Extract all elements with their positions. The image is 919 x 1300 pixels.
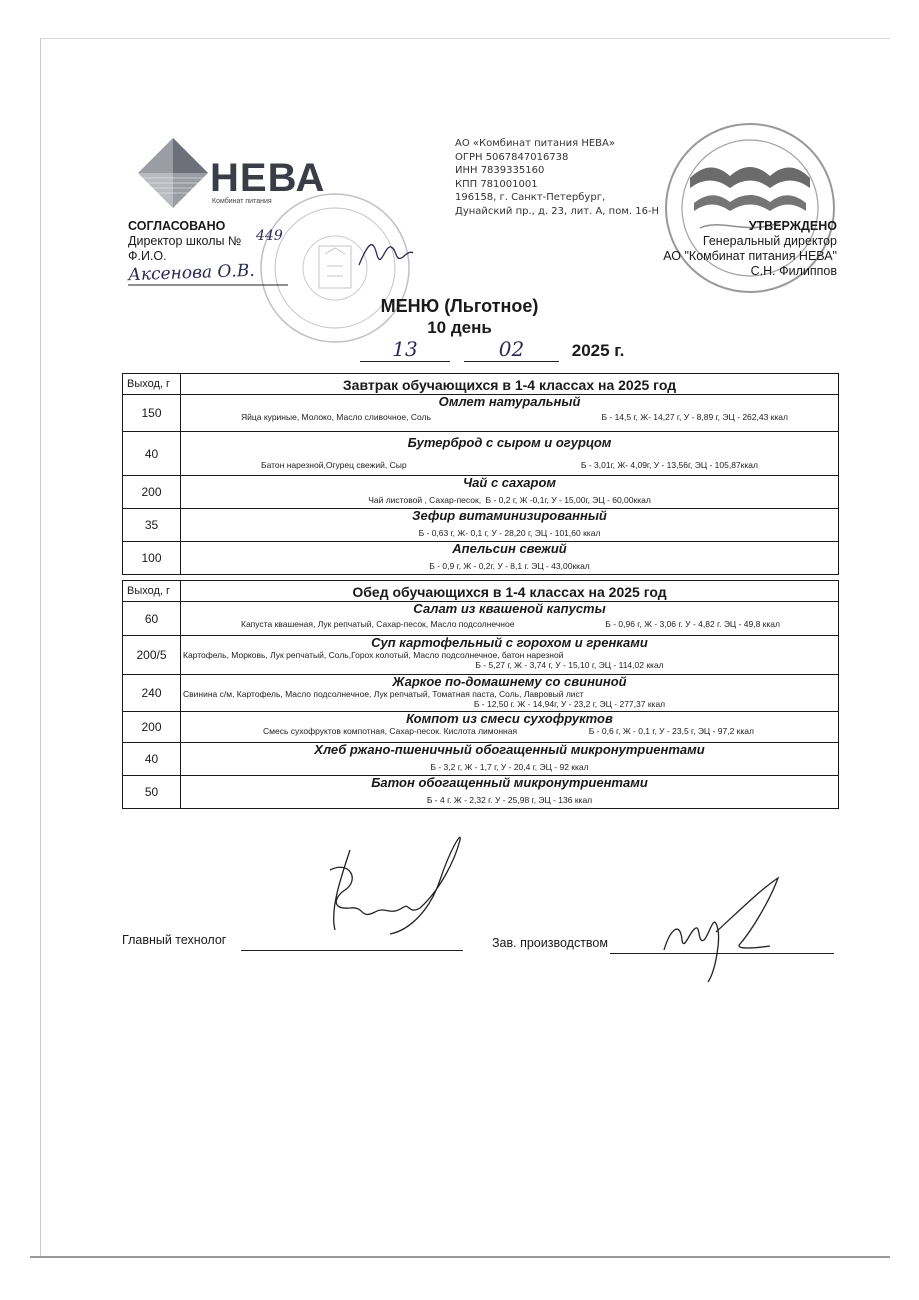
date-year: 2025 г. xyxy=(571,341,625,360)
fio-underline xyxy=(128,282,288,288)
date-day: 13 xyxy=(392,337,418,361)
company-line: Дунайский пр., д. 23, лит. А, пом. 16-Н xyxy=(455,205,660,217)
dish-name: Жаркое по-домашнему со свининой xyxy=(392,674,627,689)
agreed-block xyxy=(128,219,241,264)
dish-nutrition: Б - 4 г. Ж - 2,32 г. У - 25,98 г, ЭЦ - 136 ккал xyxy=(426,795,593,805)
dish-ingredients: Чай листовой , Сахар-песок, xyxy=(368,495,482,505)
lunch-title: Обед обучающихся в 1-4 классах на 2025 год xyxy=(352,583,667,600)
production-head-label: Зав. производством xyxy=(492,936,608,950)
breakfast-title: Завтрак обучающихся в 1-4 классах на 2025 год xyxy=(342,376,677,393)
dish-name: Зефир витаминизированный xyxy=(412,508,607,523)
table-header-row xyxy=(123,374,839,395)
weight-cell: 200 xyxy=(123,712,181,743)
director-signature xyxy=(355,235,415,275)
table-row xyxy=(123,509,839,542)
table-row xyxy=(123,432,839,476)
dish-ingredients: Смесь сухофруктов компотная, Сахар-песок. Кислота лимонная xyxy=(263,726,518,736)
table-row xyxy=(123,675,839,712)
weight-cell: 200/5 xyxy=(123,636,181,675)
dish-ingredients: Капуста квашеная, Лук репчатый, Сахар-песок, Масло подсолнечное xyxy=(241,619,515,629)
dish-name: Салат из квашеной капусты xyxy=(413,601,606,616)
weight-cell: 200 xyxy=(123,476,181,509)
dish-name: Хлеб ржано-пшеничный обогащенный микронутриентами xyxy=(314,742,705,757)
menu-day: 10 день xyxy=(427,318,492,337)
dish-ingredients: Яйца куриные, Молоко, Масло сливочное, Соль xyxy=(241,412,431,422)
dish-nutrition: Б - 3,01г, Ж- 4,09г, У - 13,56г, ЭЦ - 105,87ккал xyxy=(580,460,758,470)
dish-nutrition: Б - 0,96 г, Ж - 3,06 г. У - 4,82 г. ЭЦ - 49,8 ккал xyxy=(605,619,780,629)
logo-subtitle: Комбинат питания xyxy=(212,198,272,205)
page-edge-top xyxy=(40,38,890,39)
table-row xyxy=(123,776,839,809)
school-number-handwritten: 449 xyxy=(256,228,283,244)
weight-cell: 150 xyxy=(123,395,181,432)
dish-name: Суп картофельный с горохом и гренками xyxy=(371,635,648,650)
approved-name: С.Н. Филиппов xyxy=(750,264,837,278)
weight-column-header: Выход, г xyxy=(123,581,181,602)
table-header-row xyxy=(123,581,839,602)
company-line: 196158, г. Санкт-Петербург, xyxy=(455,192,606,203)
page-edge-left xyxy=(40,38,41,1258)
dish-ingredients: Картофель, Морковь, Лук репчатый, Соль,Горох колотый, Масло подсолнечное, батон нарезной xyxy=(183,650,564,660)
chief-technologist-label: Главный технолог xyxy=(122,933,227,947)
dish-nutrition: Б - 0,63 г, Ж- 0,1 г, У - 28,20 г, ЭЦ - 101,60 ккал xyxy=(418,528,601,538)
company-line: КПП 781001001 xyxy=(455,178,538,190)
table-row xyxy=(123,476,839,509)
approved-org: АО "Комбинат питания НЕВА" xyxy=(663,249,837,263)
table-row xyxy=(123,602,839,636)
dish-nutrition: Б - 0,9 г, Ж - 0,2г, У - 8,1 г. ЭЦ - 43,00ккал xyxy=(429,561,590,571)
dish-name: Омлет натуральный xyxy=(438,394,581,409)
menu-date xyxy=(360,337,624,362)
weight-cell: 240 xyxy=(123,675,181,712)
production-head-signature xyxy=(660,870,790,990)
lunch-table xyxy=(122,580,839,809)
approved-block xyxy=(663,219,837,279)
dish-nutrition: Б - 3,2 г, Ж - 1,7 г, У - 20,4 г, ЭЦ - 92 ккал xyxy=(430,762,589,772)
weight-cell: 100 xyxy=(123,542,181,575)
logo-wordmark: НЕВА xyxy=(210,156,326,200)
dish-name: Чай с сахаром xyxy=(462,475,557,490)
company-requisites xyxy=(455,137,659,218)
dish-nutrition: Б - 5,27 г, Ж - 3,74 г, У - 15,10 г, ЭЦ - 114,02 ккал xyxy=(475,660,664,670)
weight-cell: 60 xyxy=(123,602,181,636)
table-row xyxy=(123,542,839,575)
approved-position: Генеральный директор xyxy=(702,234,837,248)
table-row xyxy=(123,395,839,432)
company-line: ОГРН 5067847016738 xyxy=(455,151,569,163)
weight-cell: 35 xyxy=(123,509,181,542)
agreed-title: СОГЛАСОВАНО xyxy=(128,219,226,233)
dish-name: Апельсин свежий xyxy=(452,541,567,556)
chief-technologist-signature xyxy=(290,820,480,940)
weight-column-header: Выход, г xyxy=(123,374,181,395)
table-row xyxy=(123,636,839,675)
weight-cell: 50 xyxy=(123,776,181,809)
agreed-position: Директор школы № xyxy=(128,234,242,248)
company-line: АО «Комбинат питания НЕВА» xyxy=(455,138,615,149)
dish-nutrition: Б - 0,2 г, Ж -0,1г, У - 15,00г, ЭЦ - 60,00ккал xyxy=(485,495,651,505)
dish-nutrition: Б - 0,6 г, Ж - 0,1 г, У - 23,5 г, ЭЦ - 97,2 ккал xyxy=(588,726,754,736)
date-month: 02 xyxy=(498,337,525,361)
table-row xyxy=(123,712,839,743)
dish-ingredients: Батон нарезной,Огурец свежий, Сыр xyxy=(261,460,407,470)
dish-name: Бутерброд с сыром и огурцом xyxy=(407,435,612,450)
chief-technologist-signature-line xyxy=(241,950,463,951)
approved-title: УТВЕРЖДЕНО xyxy=(748,219,837,233)
company-line: ИНН 7839335160 xyxy=(455,165,545,176)
dish-ingredients: Свинина с/м, Картофель, Масло подсолнечное, Лук репчатый, Томатная паста, Соль, Лавровый лист xyxy=(183,689,584,699)
agreed-fio-label: Ф.И.О. xyxy=(128,249,167,263)
dish-nutrition: Б - 14,5 г, Ж- 14,27 г, У - 8,89 г, ЭЦ - 262,43 ккал xyxy=(601,412,788,422)
menu-title: МЕНЮ (Льготное) xyxy=(380,296,539,316)
dish-name: Батон обогащенный микронутриентами xyxy=(371,775,648,790)
director-handwritten-name: Аксенова О.В. xyxy=(127,260,256,286)
table-row xyxy=(123,743,839,776)
weight-cell: 40 xyxy=(123,432,181,476)
dish-name: Компот из смеси сухофруктов xyxy=(406,711,613,726)
weight-cell: 40 xyxy=(123,743,181,776)
breakfast-table xyxy=(122,373,839,575)
dish-nutrition: Б - 12,50 г. Ж - 14,94г, У - 23,2 г, ЭЦ - 277,37 ккал xyxy=(473,699,666,709)
page-edge-bottom xyxy=(30,1256,890,1258)
